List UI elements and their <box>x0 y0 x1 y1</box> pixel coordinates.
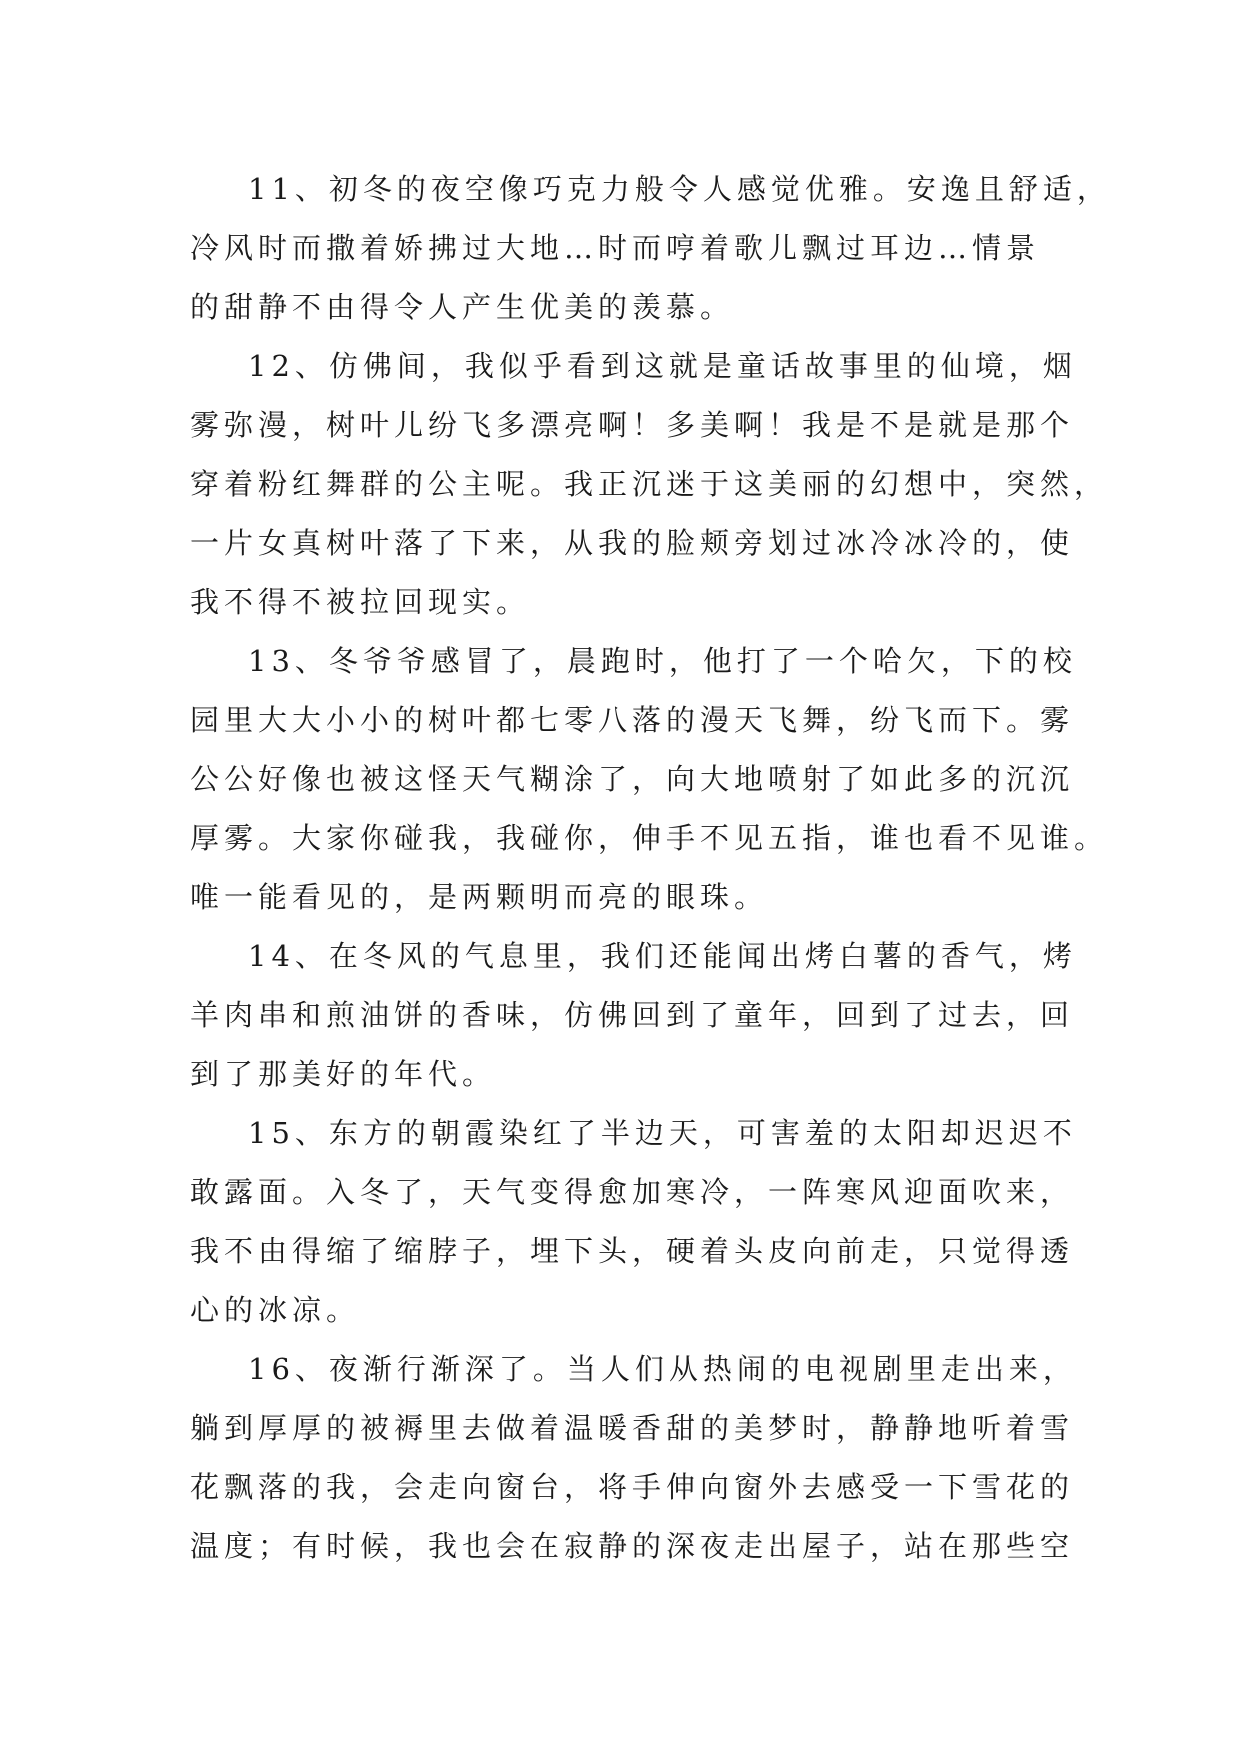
text-line: 我不由得缩了缩脖子，埋下头，硬着头皮向前走，只觉得透 <box>190 1234 1075 1268</box>
paragraph-14 <box>190 927 1077 1104</box>
text-line: 敢露面。入冬了，天气变得愈加寒冷，一阵寒风迎面吹来， <box>190 1175 1075 1209</box>
text-line: 13、冬爷爷感冒了，晨跑时，他打了一个哈欠，下的校 <box>248 644 1077 678</box>
text-line: 雾弥漫，树叶儿纷飞多漂亮啊！多美啊！我是不是就是那个 <box>190 408 1075 442</box>
text-line: 到了那美好的年代。 <box>190 1057 497 1091</box>
text-line: 羊肉串和煎油饼的香味，仿佛回到了童年，回到了过去，回 <box>190 998 1075 1032</box>
text-line: 温度；有时候，我也会在寂静的深夜走出屋子，站在那些空 <box>190 1529 1075 1563</box>
text-line: 穿着粉红舞群的公主呢。我正沉迷于这美丽的幻想中，突然， <box>190 467 1109 501</box>
text-line: 躺到厚厚的被褥里去做着温暖香甜的美梦时，静静地听着雪 <box>190 1411 1075 1445</box>
paragraph-11 <box>190 160 1111 337</box>
text-line: 14、在冬风的气息里，我们还能闻出烤白薯的香气，烤 <box>248 939 1077 973</box>
text-line: 16、夜渐行渐深了。当人们从热闹的电视剧里走出来， <box>248 1352 1077 1386</box>
paragraph-15 <box>190 1104 1077 1340</box>
paragraph-12 <box>190 337 1109 632</box>
text-line: 心的冰凉。 <box>190 1293 361 1327</box>
document-body <box>190 160 1111 1576</box>
text-line: 12、仿佛间，我似乎看到这就是童话故事里的仙境，烟 <box>248 349 1077 383</box>
paragraph-13 <box>190 632 1109 927</box>
text-line: 花飘落的我，会走向窗台，将手伸向窗外去感受一下雪花的 <box>190 1470 1075 1504</box>
text-line: 11、初冬的夜空像巧克力般令人感觉优雅。安逸且舒适， <box>248 172 1111 206</box>
text-line: 园里大大小小的树叶都七零八落的漫天飞舞，纷飞而下。雾 <box>190 703 1075 737</box>
text-line: 的甜静不由得令人产生优美的羡慕。 <box>190 290 735 324</box>
paragraph-16 <box>190 1340 1077 1576</box>
text-line: 厚雾。大家你碰我，我碰你，伸手不见五指，谁也看不见谁。 <box>190 821 1109 855</box>
text-line: 我不得不被拉回现实。 <box>190 585 531 619</box>
text-line: 15、东方的朝霞染红了半边天，可害羞的太阳却迟迟不 <box>248 1116 1077 1150</box>
text-line: 唯一能看见的，是两颗明而亮的眼珠。 <box>190 880 769 914</box>
text-line: 冷风时而撒着娇拂过大地…时而哼着歌儿飘过耳边…情景 <box>190 231 1041 265</box>
text-line: 公公好像也被这怪天气糊涂了，向大地喷射了如此多的沉沉 <box>190 762 1075 796</box>
text-line: 一片女真树叶落了下来，从我的脸颊旁划过冰冷冰冷的，使 <box>190 526 1075 560</box>
